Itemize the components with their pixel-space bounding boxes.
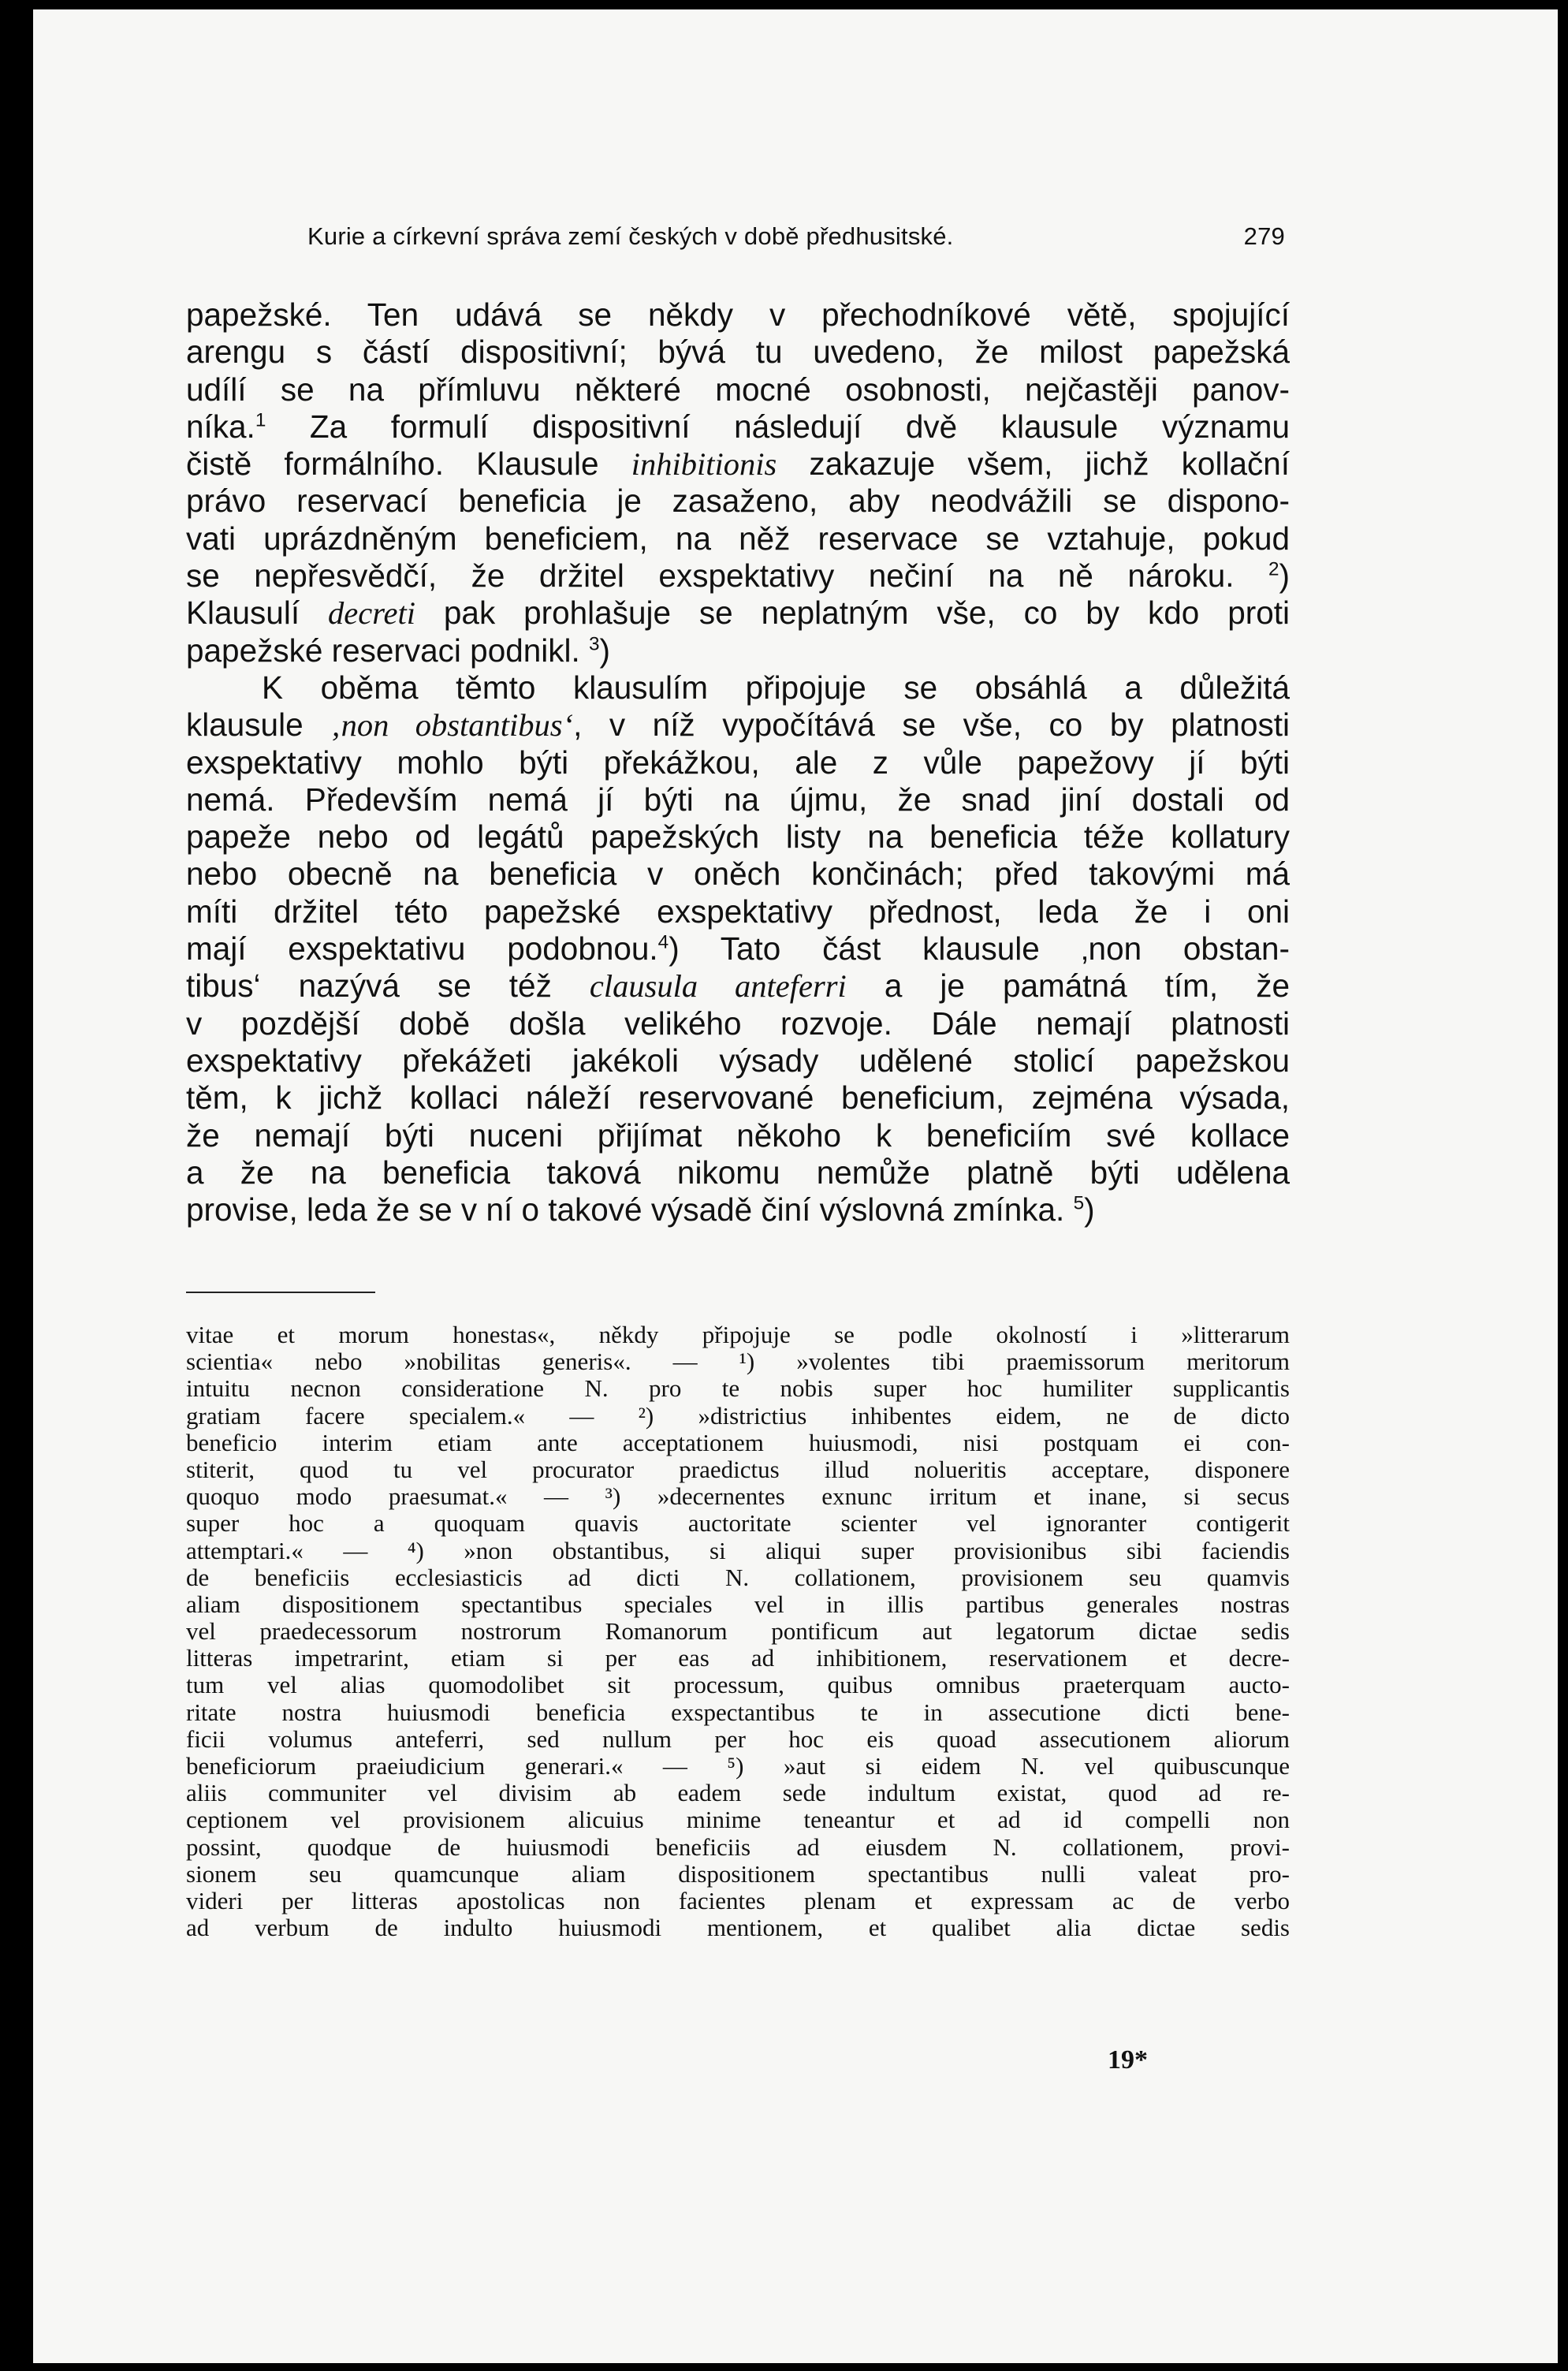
footnote-ref: 2 — [1268, 558, 1279, 580]
italic-term: ‚non obstantibus‘ — [330, 707, 574, 744]
footnote-line: gratiam facere specialem.« — ²) »districtius inhibentes eidem, ne de dicto — [186, 1401, 1290, 1430]
footnote-rule — [186, 1292, 375, 1293]
text-line: vati uprázdněným beneficiem, na něž reservace se vztahuje, pokud — [186, 520, 1290, 557]
footnote-line: intuitu necnon consideratione N. pro te nobis super hoc humiliter supplicantis — [186, 1374, 1290, 1403]
footnote-line: ceptionem vel provisionem alicuius minime teneantur et ad id compelli non — [186, 1806, 1290, 1834]
footnote-line: quoquo modo praesumat.« — ³) »decernentes exnunc irritum et inane, si secus — [186, 1482, 1290, 1511]
footnote-ref: 3 — [589, 633, 600, 655]
text-line: mají exspektativu podobnou.$^4$) Tato část klausule ‚non obstan- — [186, 930, 1290, 967]
text-line: K oběma těmto klausulím připojuje se obsáhlá a důležitá — [262, 669, 1290, 706]
text-line: papeže nebo od legátů papežských listy na beneficia téže kollatury — [186, 818, 1290, 856]
text-line: míti držitel této papežské exspektativy přednost, leda že i oni — [186, 893, 1290, 930]
text-line: nebo obecně na beneficia v oněch končinách; před takovými má — [186, 856, 1290, 893]
footnote-ref: 1 — [255, 409, 266, 431]
text-line: a že na beneficia taková nikomu nemůže platně býti udělena — [186, 1154, 1290, 1191]
text-line: se nepřesvědčí, že držitel exspektativy nečiní na ně nároku. $^2$) — [186, 557, 1290, 595]
footnote-line: tum vel alias quomodolibet sit processum, quibus omnibus praeterquam aucto- — [186, 1671, 1290, 1699]
text-line: exspektativy překážeti jakékoli výsady udělené stolicí papežskou — [186, 1042, 1290, 1079]
text-line: nemá. Především nemá jí býti na újmu, že snad jiní dostali od — [186, 781, 1290, 818]
text-line: papežské reservaci podnikl. $^3$) — [186, 632, 611, 669]
footnote-line: de beneficiis ecclesiasticis ad dicti N. collationem, provisionem seu quamvis — [186, 1563, 1290, 1591]
running-title: Kurie a církevní správa zemí českých v době předhusitské. — [307, 222, 954, 250]
footnote-line: beneficiorum praeiudicium generari.« — ⁵) »aut si eidem N. vel quibuscunque — [186, 1752, 1290, 1780]
main-text — [186, 296, 1290, 1228]
italic-term: clausula anteferri — [589, 968, 847, 1005]
footnote-line: ficii volumus anteferri, sed nullum per hoc eis quoad assecutionem aliorum — [186, 1724, 1290, 1753]
footnote-line: litteras impetrarint, etiam si per eas ad inhibitionem, reservationem et decre- — [186, 1644, 1290, 1672]
text-line: Klausulí decreti pak prohlašuje se neplatným vše, co by kdo proti — [186, 595, 1290, 632]
text-line: exspektativy mohlo býti překážkou, ale z vůle papežovy jí býti — [186, 744, 1290, 781]
text-line: že nemají býti nuceni přijímat někoho k beneficiím své kollace — [186, 1117, 1290, 1154]
text-line: níka.$^1$ Za formulí dispositivní následují dvě klausule významu — [186, 408, 1290, 445]
footnote-line: ad verbum de indulto huiusmodi mentionem, et qualibet alia dictae sedis — [186, 1914, 1290, 1942]
footnote-ref: 5 — [1073, 1192, 1085, 1214]
footnote-line: stiterit, quod tu vel procurator praedictus illud nolueritis acceptare, disponere — [186, 1455, 1290, 1483]
footnote-line: aliis communiter vel divisim ab eadem sede indultum existat, quod ad re- — [186, 1779, 1290, 1807]
text-line: provise, leda že se v ní o takové výsadě činí výslovná zmínka. $^5$) — [186, 1191, 1095, 1228]
italic-term: inhibitionis — [631, 446, 777, 483]
footnote-ref: 4 — [657, 931, 669, 953]
text-line: udílí se na přímluvu některé mocné osobnosti, nejčastěji panov- — [186, 371, 1290, 408]
footnote-line: beneficio interim etiam ante acceptationem huiusmodi, nisi postquam ei con- — [186, 1428, 1290, 1456]
footnote-line: aliam dispositionem spectantibus speciales vel in illis partibus generales nostras — [186, 1590, 1290, 1618]
scan-edge — [0, 0, 38, 2371]
text-line: právo reservací beneficia je zasaženo, aby neodvážili se dispono- — [186, 483, 1290, 520]
italic-term: decreti — [328, 595, 415, 632]
text-line: v pozdější době došla velikého rozvoje. Dále nemají platnosti — [186, 1005, 1290, 1042]
footnote-line: videri per litteras apostolicas non facientes plenam et expressam ac de verbo — [186, 1886, 1290, 1914]
text-line: tibus‘ nazývá se též clausula anteferri a je památná tím, že — [186, 967, 1290, 1005]
footnote-line: sionem seu quamcunque aliam dispositionem spectantibus nulli valeat pro- — [186, 1859, 1290, 1888]
page-number: 279 — [1243, 222, 1285, 250]
footnote-line: vel praedecessorum nostrorum Romanorum pontificum aut legatorum dictae sedis — [186, 1617, 1290, 1646]
text-line: papežské. Ten udává se někdy v přechodníkové větě, spojující — [186, 296, 1290, 333]
text-line: klausule ‚non obstantibus‘, v níž vypočítává se vše, co by platnosti — [186, 706, 1290, 744]
footnote-line: scientia« nebo »nobilitas generis«. — ¹) »volentes tibi praemissorum meritorum — [186, 1348, 1290, 1376]
footnote-line: attemptari.« — ⁴) »non obstantibus, si aliqui super provisionibus sibi faciendis — [186, 1536, 1290, 1564]
footnotes — [186, 1322, 1290, 1941]
footnote-line: ritate nostra huiusmodi beneficia exspectantibus te in assecutione dicti bene- — [186, 1698, 1290, 1726]
text-line: arengu s částí dispositivní; bývá tu uvedeno, že milost papežská — [186, 334, 1290, 371]
footnote-line: possint, quodque de huiusmodi beneficiis ad eiusdem N. collationem, provi- — [186, 1832, 1290, 1861]
footnote-line: super hoc a quoquam quavis auctoritate scienter vel ignoranter contigerit — [186, 1509, 1290, 1538]
footnote-line: vitae et morum honestas«, někdy připojuje se podle okolností i »litterarum — [186, 1321, 1290, 1348]
text-line: čistě formálního. Klausule inhibitionis zakazuje všem, jichž kollační — [186, 445, 1290, 483]
text-line: těm, k jichž kollaci náleží reservované beneficium, zejména výsada, — [186, 1079, 1290, 1117]
signature-mark: 19* — [1108, 2045, 1148, 2075]
